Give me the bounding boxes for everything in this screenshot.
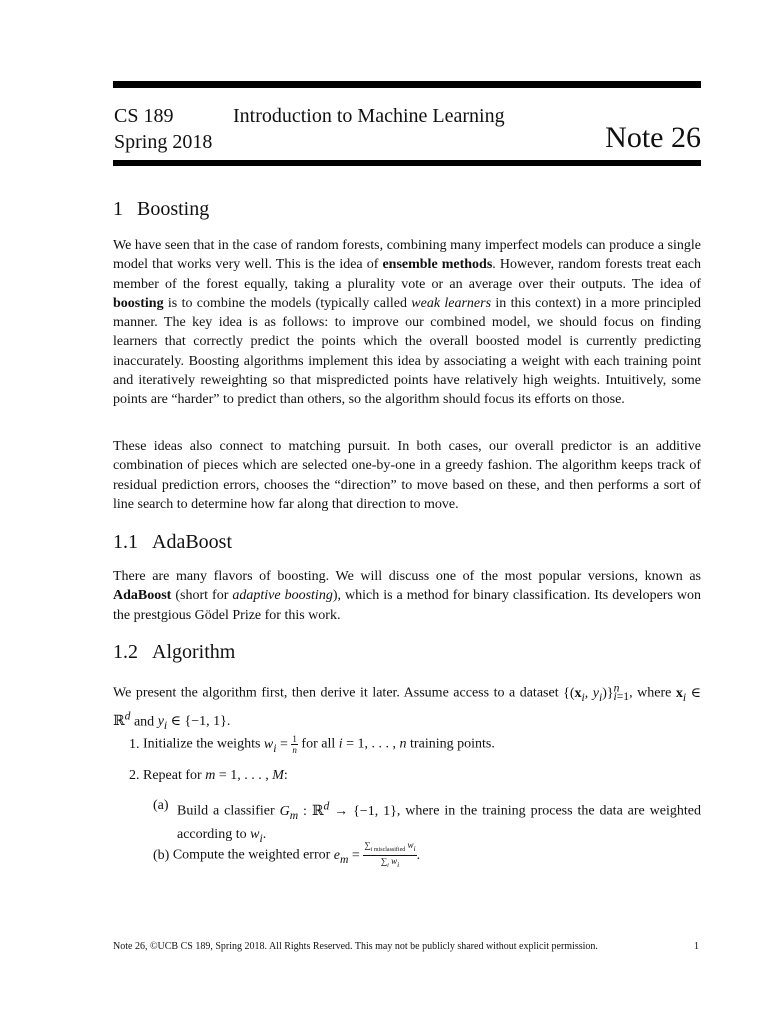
math-wi: $w_i$. <box>250 826 267 845</box>
paragraph-matching-pursuit: These ideas also connect to matching pursuit. In both cases, our overall predictor is an additive combination of pieces which are selected one-by-one in a greedy fashion. The algorithm keeps track of residual prediction errors, chooses the “direction” to move based on these, and then performs a sort of line search to determine how far along that direction to move. <box>113 439 701 512</box>
text-run: for all <box>297 736 339 752</box>
step-2b <box>153 840 420 871</box>
math-weight-init: $w_i$ = $\frac{1}{n}$ <box>263 734 297 755</box>
header-top-rule <box>113 81 701 88</box>
step-label: (b) <box>153 847 170 863</box>
bold-term: AdaBoost <box>113 588 172 604</box>
text-run: Initialize the weights <box>143 736 264 752</box>
step-1 <box>129 734 495 758</box>
step-label: (a) <box>153 798 169 813</box>
text-run: We present the algorithm first, then derive it later. Assume access to a dataset <box>113 685 564 701</box>
text-run: in this context) in a more principled manner. The key idea is as follows: to improve our combined model, we should focus on finding learners that correctly predict the points which the overall boosted model is currently predicting inaccurately. Boosting algorithms implement this idea by associating a weight with each training point and iteratively reweighting so that mispredicted points have relatively high weights. Intuitively, some points are “harder” to predict than others, so the algorithm should focus its efforts on those. <box>113 295 701 408</box>
course-block <box>114 103 212 155</box>
section-heading-boosting <box>113 196 209 222</box>
math-dataset: {($x_i$, $y_i)\}^n_{i=1}$ <box>563 681 630 704</box>
text-run: : <box>283 768 288 783</box>
math-weighted-error: $e_m$ = $\frac{\sum_{i misclassified} w_i}{\sum_i w_i}$ . <box>333 840 421 869</box>
step-label: 1. <box>129 736 140 752</box>
text-run: Compute the weighted error <box>172 847 334 863</box>
text-run: and <box>130 714 158 730</box>
text-run: There are many flavors of boosting. We will discuss one of the most popular versions, known as <box>113 569 701 584</box>
section-heading-algorithm <box>113 639 235 665</box>
math-x-in-rd: $x_i$ ∈ ℝ$^d$ <box>113 685 702 730</box>
math-range: i = 1, . . . , n <box>338 736 407 752</box>
page-number: 1 <box>694 941 699 952</box>
text-run: , where in the training process the data are weighted according to <box>177 803 701 842</box>
course-term: Spring 2018 <box>114 131 213 153</box>
text-run: ), which is a method for binary classification. Its developers won the prestgious Gödel Prize for this work. <box>113 588 702 623</box>
bold-term: ensemble methods <box>382 257 493 273</box>
section-number: 1 <box>113 198 123 220</box>
step-2 <box>129 766 288 785</box>
section-heading-adaboost <box>113 529 232 555</box>
footer-text: Note 26, ©UCB CS 189, Spring 2018. All Rights Reserved. This may not be publicly shared without explicit permission. <box>113 941 598 952</box>
text-run: We have seen that in the case of random forests, combining many imperfect models can produce a single model that works very well. This is the idea of <box>113 238 701 273</box>
paragraph-algorithm-intro <box>113 678 701 736</box>
text-run: , where <box>629 685 676 701</box>
page-footer <box>113 940 701 954</box>
text-run: is to combine the models (typically called <box>163 295 412 311</box>
text-run: training points. <box>406 736 495 752</box>
course-code: CS 189 <box>114 105 174 127</box>
paragraph-adaboost <box>113 567 701 625</box>
section-title: AdaBoost <box>152 531 232 553</box>
step-label: 2. <box>129 768 140 783</box>
text-run: (short for <box>171 588 233 604</box>
header-bottom-rule <box>113 160 701 166</box>
paragraph-intro <box>113 236 701 410</box>
course-title: Introduction to Machine Learning <box>233 105 505 127</box>
note-number: Note 26 <box>605 121 701 154</box>
math-y-in-set: $y_i$ ∈ {−1, 1}. <box>157 714 231 733</box>
italic-term: weak learners <box>411 295 492 311</box>
bold-term: boosting <box>113 295 164 311</box>
section-title: Algorithm <box>152 641 236 663</box>
section-number: 1.2 <box>113 641 138 663</box>
text-run: Build a classifier <box>177 803 280 819</box>
math-classifier: $G_m$ : ℝ$^d$ → {−1, 1} <box>279 799 397 822</box>
math-m-range: m = 1, . . . , M <box>205 768 284 783</box>
text-run: . However, random forests treat each member of the forest equally, taking a plurality vote or an average over their outputs. The idea of <box>113 257 701 292</box>
section-title: Boosting <box>137 198 210 220</box>
section-number: 1.1 <box>113 531 138 553</box>
text-run: Repeat for <box>143 768 206 783</box>
italic-term: adaptive boosting <box>232 588 333 604</box>
